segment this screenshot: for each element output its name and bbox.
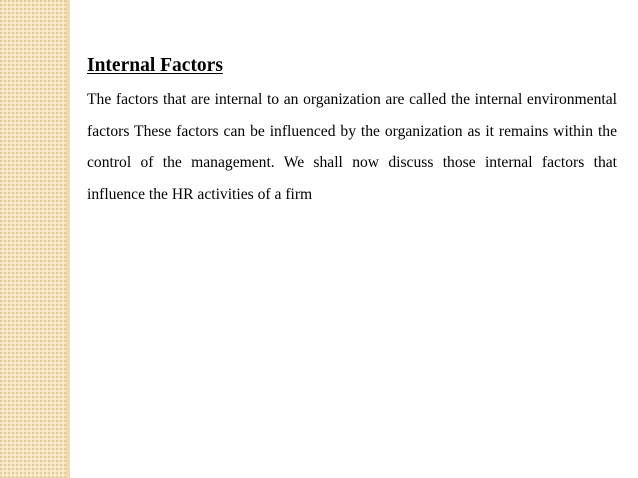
slide-content bbox=[87, 51, 617, 210]
decorative-side-band bbox=[0, 0, 66, 478]
slide-body-text: The factors that are internal to an organization are called the internal environmental factors These factors can be influenced by the organization as it remains within the control of the management. We shall now discuss those internal factors that influence the HR activities of a firm bbox=[87, 91, 617, 203]
slide-title: Internal Factors bbox=[87, 55, 223, 76]
side-band-edge bbox=[66, 0, 70, 478]
